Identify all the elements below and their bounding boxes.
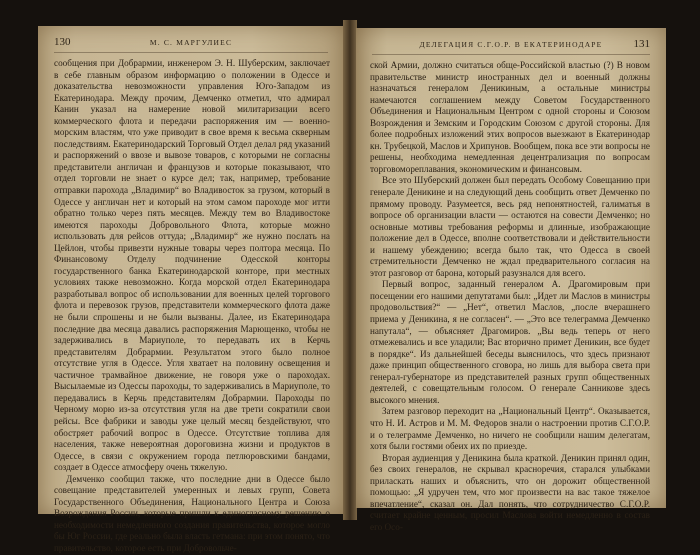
left-page-header	[54, 36, 328, 50]
right-paragraph: Все это Шуберский должен был передать Особому Совещанию при генерале Деникине и на следующий день сообщить ответ Демченко по прямому проводу. Разумеется, весь ряд непонятностей, галиматья в вопросе об организации власти — остаются на совести Демченко; но основные мотивы требования реформы и длинные, изображающие положение дел в Одессе, вполне соответствовали и действительности и нашему убеждению; всегда было так, что Одесса в своей стремительности Демченко не ждал предварительного согласия на этот разговор от барона, который разузнался для всего.	[370, 175, 650, 278]
right-paragraph: Первый вопрос, заданный генералом А. Драгомировым при посещении его нашими депутатами был: „Идет ли Маслов в министры продовольствия?“ — „Нет“, ответил Маслов, „после вчерашнего приема у Деникина, я не согласен“. — „Это все телеграмма Демченко напутала“, — объясняет Драгомиров. „Вы ведь теперь от него отмежевались и все уладили; Вас вторично примет Деникин, все будет в порядке“. Из дальнейшей беседы выяснилось, что здесь признают даже принцип общественного сговора, но лишь для выбора света при генерал-губернаторе из представителей разных групп общественных деятелей, с совещательным голосом. О генерале Санникове здесь высокого мнения.	[370, 279, 650, 405]
right-paragraph: Вторая аудиенция у Деникина была краткой. Деникин принял один, без своих генералов, не скрывал красноречия, старался улыбками приласкать наших и объяснить, что он дорожит общественной помощью: „Я удручен тем, что мог произвести на вас такое тяжелое впечатление“, сказал он. Дал понять, что сотрудничество С.Г.О.Р. считает крайне ценным, просил Маслова войти немедленно в состав его Осо-	[370, 452, 650, 532]
right-paragraph: ской Армии, должно считаться обще-Российской властью (?) В новом правительстве министр иностранных дел и военный должны назначаться генералом Деникиным, а остальные министры намечаются соглашением между Советом Государственного Объединения и Национальным Центром с одной стороны и Союзом Возрождения и Земским и Городским Союзом с другой стороны. Для более подробных изложений этих вопросов выезжают в Екатеринодар кн. Трубецкой, Маслов и Хрипунов. Вообщем, пока все эти вопросы не решены, необходима немедленная децентрализация по вопросам торговомореплавания, экономическим и финансовым.	[370, 60, 650, 174]
right-page	[356, 28, 666, 532]
left-running-head: М. С. МАРГУЛИЕС	[149, 38, 233, 47]
left-page-text	[54, 58, 330, 553]
left-paragraph: сообщения при Добрармии, инженером Э. Н. Шуберским, заключает в себе главным образом информацию о положении в Одессе и доказательства невозможности управления Юго-Западом из Екатеринодара. Между прочим, Демченко отметил, что адмирал Канин указал на намерение новой милитаризации всего коммерческого флота и передачи распоряжения им — военно-морским властям, что уже приводит в свое время к весьма скверным последствиям. Екатеринодарский Торговый Отдел делал ряд указаний и распоряжений о ввозе и вывозе товаров, с которыми не согласны представители англичан и французов и которые показывают, что отдел торговли не знает о курсе дел; так, например, требование отправки парохода „Владимир“ во Владивосток за грузом, который в Одессе у англичан нет и который на этом самом пароходе мог итти обратно только через пять месяцев. Между тем во Владивостоке имеются пароходы Добровольного Флота, которые можно использовать для рейсов оттуда; „Владимир“ же нужно послать на Цейлон, чтобы привезти нужные товары через полтора месяца. По Финансовому Отделу подчинение Одесской конторы государственного банка Екатеринодарской конторе, при местных условиях также невозможно. Когда морской отдел Екатеринодара разработывал вопрос об использовании для военных целей торгового флота и перевозок грузов, представители коммерческого флота даже не были спрошены и не были вызваны. Далее, из Екатеринодара последние два месяца давались распоряжения Марющенко, чтобы не задерживались в Мариуполе, то передавать их в Керчь представителям Добрармии. Результатом этого было полное отсутствие угля в Одессе. Угля хватает на половину освещения и частичное трамвайное движение, не говоря уже о пароходах. Высылаемые из Одессы пароходы, то задерживались в Мариуполе, то передавались в Керчь представителям Добрармии. Пароходы по Черному морю из-за отсутствия угля на две трети сократили свои рейсы. Все фабрики и заводы уже целый месяц бездействуют, что обостряет рабочий вопрос в Одессе. Отсутствие топлива для населения, также невероятная дороговизна жизни и продуктов в Одессе, в связи с окружением города петлюровскими бандами, создает в Одессе атмосферу очень тяжелую.	[54, 58, 330, 473]
right-paragraph: Затем разговор переходит на „Национальный Центр“. Оказывается, что Н. И. Астров и М. М. Федоров знали о настроении против С.Г.О.Р. и о телеграмме Демченко, но ничего не сообщили нашим делегатам, хотя были гостями обеих их по приезде.	[370, 406, 650, 452]
right-page-text	[370, 60, 650, 532]
right-page-header	[372, 38, 650, 52]
right-page-number: 131	[633, 38, 650, 50]
left-paragraph: Демченко сообщил также, что последние дни в Одессе было совещание представителей умеренных и левых групп, Совета Государственного Объединения, Национального Центра и Союза Возрождения России, которые пришли к единогласному решению о необходимости немедленного создания правительства, которое могло бы Юг России, где реально была власть гетмана: при этом понято, что правительство, которое есть при Добровольче-	[54, 473, 330, 553]
left-page-number: 130	[54, 36, 71, 48]
book-gutter	[343, 20, 357, 520]
right-running-head: ДЕЛЕГАЦИЯ С.Г.О.Р. В ЕКАТЕРИНОДАРЕ	[419, 40, 603, 49]
right-header-rule	[372, 54, 650, 55]
left-header-rule	[54, 52, 328, 53]
left-page	[38, 26, 344, 553]
